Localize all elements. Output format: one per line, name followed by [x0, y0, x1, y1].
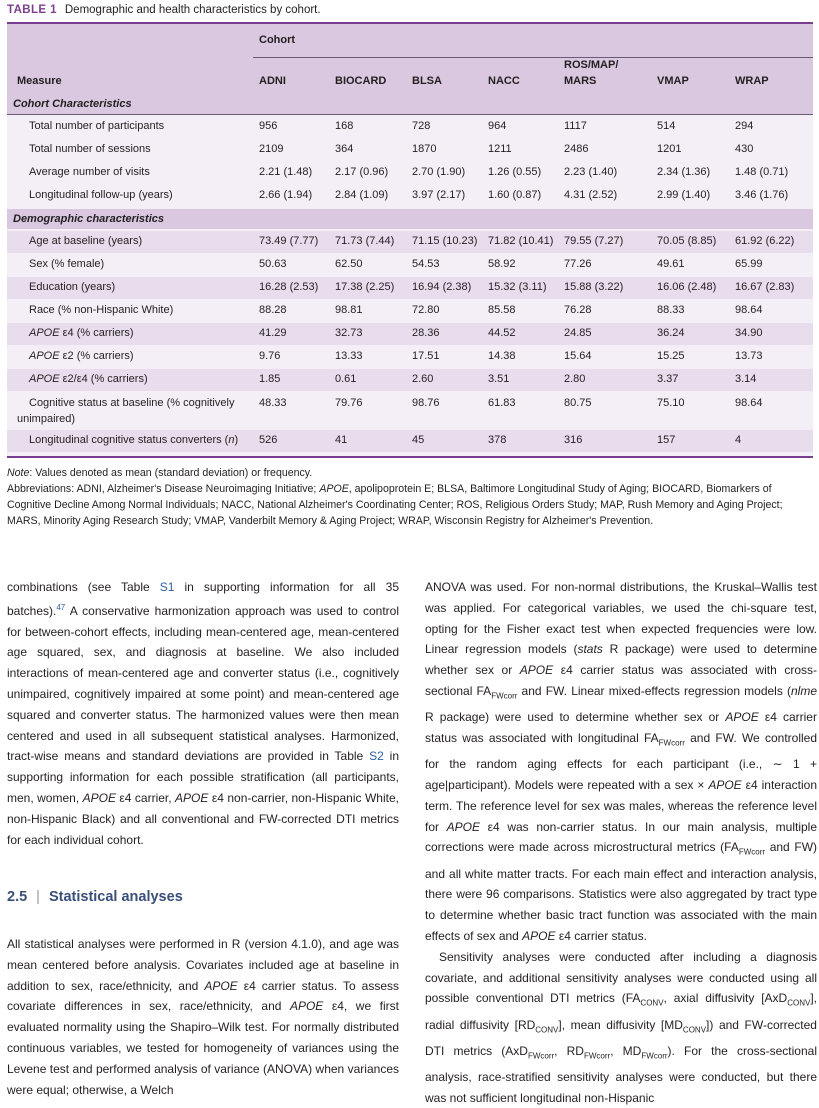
citation-47[interactable]: 47	[56, 602, 66, 612]
table-cell: 2.21 (1.48)	[259, 166, 313, 178]
table-cell: 61.83	[488, 397, 516, 409]
table-cell: 72.80	[412, 304, 440, 316]
table-cell: 98.64	[735, 304, 763, 316]
col-header-blsa: BLSA	[412, 75, 442, 87]
table-cell: 17.38 (2.25)	[335, 281, 395, 293]
table-cell: 75.10	[657, 397, 685, 409]
table-cell: 45	[412, 434, 425, 446]
table-cell: 24.85	[564, 327, 592, 339]
table-cell: 14.38	[488, 350, 516, 362]
table-note: Note: Values denoted as mean (standard deviation) or frequency.	[7, 467, 313, 479]
table-cell: 65.99	[735, 258, 763, 270]
table-cell: 2.23 (1.40)	[564, 166, 618, 178]
row-label: Total number of sessions	[29, 143, 151, 155]
table-cell: 77.26	[564, 258, 592, 270]
table-cell: 316	[564, 434, 583, 446]
table-cell: 16.28 (2.53)	[259, 281, 319, 293]
table-cell: 36.24	[657, 327, 685, 339]
paragraph-statistical-analyses: All statistical analyses were performed in R (version 4.1.0), and age was mean centered before analysis. Covariates included age at baseline in addition to sex, race/ethnicity, and APOE ε4 carrier status. To assess covariate differences in sex, race/ethnicity, and APOE ε4, we first evaluated normality using the Shapiro–Wilk test. For normally distributed continuous variables, we tested for homogeneity of variances using the Levene test and performed analysis of variance (ANOVA) when variances were equal; otherwise, a Welch	[7, 937, 399, 1097]
table-cell: 15.64	[564, 350, 592, 362]
section-title-cohort: Cohort Characteristics	[13, 98, 132, 110]
table-cell: 4	[735, 434, 742, 446]
table-cell: 3.14	[735, 373, 757, 385]
table-cell: 2.66 (1.94)	[259, 189, 313, 201]
row-label: APOE ε4 (% carriers)	[29, 327, 134, 339]
col-header-mars: MARS	[564, 75, 597, 87]
table-label: TABLE 1	[7, 4, 57, 16]
table-cell: 1.60 (0.87)	[488, 189, 542, 201]
table-caption	[7, 4, 321, 16]
table-cell: 16.06 (2.48)	[657, 281, 717, 293]
col-header-adni: ADNI	[259, 75, 286, 87]
table-abbreviations: Abbreviations: ADNI, Alzheimer's Disease Neuroimaging Initiative; APOE, apolipoprotein E; BLSA, Baltimore Longitudinal Study of Aging; BIOCARD, Biomarkers of Cognitive Decline Among Normal Individuals; NACC, National Alzheimer's Coordinating Center; ROS, Religious Orders Study; MAP, Rush Memory and Aging Project; MARS, Minority Aging Research Study; VMAP, Vanderbilt Memory & Aging Project; WRAP, Wisconsin Registry for Alzheimer's Prevention.	[7, 483, 783, 527]
col-header-wrap: WRAP	[735, 75, 769, 87]
row-label: APOE ε2 (% carriers)	[29, 350, 134, 362]
table-cell: 88.28	[259, 304, 287, 316]
table-cell: 0.61	[335, 373, 357, 385]
table-cell: 956	[259, 120, 278, 132]
table-cell: 15.32 (3.11)	[488, 281, 547, 293]
paragraph-sensitivity: Sensitivity analyses were conducted after including a diagnosis covariate, and additional sensitivity analyses were conducted using all possible conventional DTI metrics ($FA_{CONV}$, axial diffusivity [AxD$_{CONV}$], radial diffusivity $[RD_{CONV}]$, mean diffusivity $[MD_{CONV}]$) and FW-corrected DTI metrics (AxD$_{FWcorr}$, $RD_{FWcorr}$, $MD_{FWcorr}$). For the cross-sectional analysis, race-stratified sensitivity analyses were conducted, but there was not sufficient longitudinal non-Hispanic	[425, 949, 817, 1105]
table-cell: 430	[735, 143, 754, 155]
table-cell: 15.25	[657, 350, 685, 362]
table-cell: 85.58	[488, 304, 516, 316]
table-notes	[7, 465, 813, 529]
row-label-continued: unimpaired)	[17, 413, 76, 425]
table-cell: 1201	[657, 143, 682, 155]
table-cell: 4.31 (2.52)	[564, 189, 618, 201]
table-cell: 514	[657, 120, 676, 132]
row-label: Total number of participants	[29, 120, 165, 132]
row-label: Average number of visits	[29, 166, 150, 178]
table-cell: 44.52	[488, 327, 516, 339]
table-cell: 294	[735, 120, 754, 132]
row-label: Education (years)	[29, 281, 116, 293]
table-title: Demographic and health characteristics by cohort.	[64, 4, 321, 16]
table-cell: 76.28	[564, 304, 592, 316]
table-cell: 168	[335, 120, 354, 132]
cohort-rule	[253, 57, 813, 58]
table-cell: 2.84 (1.09)	[335, 189, 389, 201]
section-heading-2-5	[7, 889, 183, 905]
table-cell: 964	[488, 120, 507, 132]
table-cell: 71.82 (10.41)	[488, 235, 554, 247]
table-cell: 2109	[259, 143, 284, 155]
paragraph-harmonization: combinations (see Table S1 in supporting information for all 35 batches).$^{47}$ A conservative harmonization approach was used to control for between-cohort effects, including mean-centered age, mean-centered age squared, sex, and diagnosis at baseline. We also included interactions of mean-centered age and converter status (i.e., cognitively unimpaired, cognitively impaired at some point) and mean-centered age squared and converter status. The harmonized values were then mean centered and used in all subsequent statistical analyses. Harmonized, tract-wise means and standard deviations are provided in Table S2 in supporting information for each possible stratification (all participants, men, women, APOE ε4 carrier, APOE ε4 non-carrier, non-Hispanic White, non-Hispanic Black) and all conventional and FW-corrected DTI metrics for each individual cohort.	[7, 580, 399, 847]
table-cell: 79.76	[335, 397, 363, 409]
table-cell: 49.61	[657, 258, 685, 270]
col-header-vmap: VMAP	[657, 75, 689, 87]
col-header-rosmap: ROS/MAP/	[564, 59, 619, 71]
table-cell: 3.97 (2.17)	[412, 189, 466, 201]
row-label: APOE ε2/ε4 (% carriers)	[29, 373, 148, 385]
section-title: Statistical analyses	[48, 889, 183, 905]
table-cell: 2.34 (1.36)	[657, 166, 711, 178]
body-right-column	[425, 577, 817, 1108]
table-cell: 41.29	[259, 327, 287, 339]
table-cell: 48.33	[259, 397, 287, 409]
table-cell: 1.85	[259, 373, 281, 385]
table-cell: 88.33	[657, 304, 685, 316]
col-header-nacc: NACC	[488, 75, 520, 87]
row-label: Longitudinal follow-up (years)	[29, 189, 173, 201]
row-label: Cognitive status at baseline (% cognitively	[29, 397, 235, 409]
link-table-s1[interactable]: S1	[159, 580, 175, 594]
table-cell: 364	[335, 143, 354, 155]
table-cell: 1117	[564, 120, 587, 132]
table-cell: 9.76	[259, 350, 281, 362]
table-cell: 16.67 (2.83)	[735, 281, 795, 293]
table-cell: 378	[488, 434, 507, 446]
body-left-column-top	[7, 577, 399, 850]
table-cell: 28.36	[412, 327, 440, 339]
table-cell: 13.33	[335, 350, 363, 362]
table-cell: 2.60	[412, 373, 434, 385]
table-cell: 1870	[412, 143, 437, 155]
table-cell: 526	[259, 434, 278, 446]
table-cell: 98.64	[735, 397, 763, 409]
table-cell: 728	[412, 120, 431, 132]
table-cell: 2486	[564, 143, 589, 155]
cohort-header: Cohort	[259, 34, 296, 46]
table-cell: 58.92	[488, 258, 516, 270]
table-cell: 3.37	[657, 373, 679, 385]
table-cell: 61.92 (6.22)	[735, 235, 795, 247]
table-cell: 17.51	[412, 350, 440, 362]
table-cell: 32.73	[335, 327, 363, 339]
header-rule	[7, 114, 813, 115]
table-cell: 98.81	[335, 304, 363, 316]
section-divider: |	[36, 889, 40, 905]
table-cell: 54.53	[412, 258, 440, 270]
demographics-table	[7, 22, 813, 458]
row-label: Race (% non-Hispanic White)	[29, 304, 174, 316]
table-cell: 34.90	[735, 327, 763, 339]
table-cell: 1.26 (0.55)	[488, 166, 542, 178]
link-table-s2[interactable]: S2	[369, 749, 384, 764]
col-header-biocard: BIOCARD	[335, 75, 387, 87]
table-bottom-rule	[7, 456, 813, 458]
table-cell: 71.15 (10.23)	[412, 235, 478, 247]
table-cell: 2.70 (1.90)	[412, 166, 466, 178]
table-cell: 3.51	[488, 373, 510, 385]
section-title-demographic: Demographic characteristics	[13, 213, 165, 225]
row-label: Longitudinal cognitive status converters (n)	[29, 434, 239, 446]
table-cell: 2.17 (0.96)	[335, 166, 389, 178]
table-cell: 3.46 (1.76)	[735, 189, 789, 201]
measure-header: Measure	[17, 75, 62, 87]
table-cell: 1211	[488, 143, 512, 155]
table-cell: 41	[335, 434, 348, 446]
table-cell: 15.88 (3.22)	[564, 281, 624, 293]
table-cell: 2.80	[564, 373, 586, 385]
table-cell: 157	[657, 434, 676, 446]
table-cell: 1.48 (0.71)	[735, 166, 789, 178]
table-cell: 71.73 (7.44)	[335, 235, 395, 247]
table-cell: 70.05 (8.85)	[657, 235, 717, 247]
table-cell: 73.49 (7.77)	[259, 235, 319, 247]
table-cell: 50.63	[259, 258, 287, 270]
table-cell: 2.99 (1.40)	[657, 189, 711, 201]
body-left-column-bottom	[7, 934, 399, 1100]
table-cell: 16.94 (2.38)	[412, 281, 472, 293]
table-cell: 62.50	[335, 258, 363, 270]
row-label: Sex (% female)	[29, 258, 105, 270]
table-cell: 79.55 (7.27)	[564, 235, 624, 247]
section-number: 2.5	[7, 889, 28, 905]
row-label: Age at baseline (years)	[29, 235, 143, 247]
table-cell: 80.75	[564, 397, 592, 409]
table-cell: 98.76	[412, 397, 440, 409]
paragraph-models: ANOVA was used. For non-normal distributions, the Kruskal–Wallis test was applied. For categorical variables, we used the chi-square test, opting for the Fisher exact test when expected frequencies were low. Linear regression models (stats R package) were used to determine whether sex or APOE ε4 carrier status was associated with cross-sectional $FA_{FWcorr}$ and FW. Linear mixed-effects regression models (nlme R package) were used to determine whether sex or APOE ε4 carrier status was associated with longitudinal $FA_{FWcorr}$ and FW. We controlled for the random aging effects for each participant (i.e., ∼ 1 + age|participant). Models were repeated with a sex × APOE ε4 interaction term. The reference level for sex was males, whereas the reference level for APOE ε4 was non-carrier status. In our main analysis, multiple corrections were made across microstructural metrics ($FA_{FWcorr}$ and FW) and all white matter tracts. For each main effect and interaction analysis, there were 96 comparisons. Statistics were also aggregated by tract type to determine whether basic tract function was associated with the main effects of sex and APOE ε4 carrier status.	[425, 580, 818, 943]
table-cell: 13.73	[735, 350, 763, 362]
